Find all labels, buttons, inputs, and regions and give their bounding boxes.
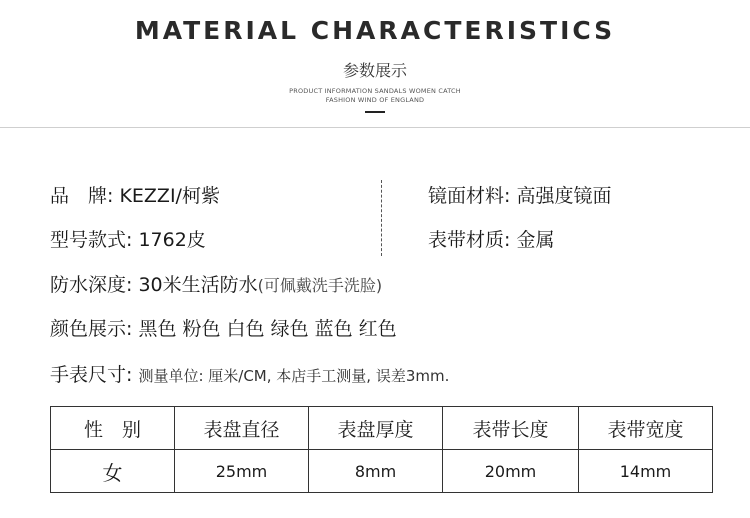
size-table [50, 406, 713, 493]
table-header-cell: 表带长度 [443, 407, 579, 450]
spec-strap-material-value: 金属 [516, 229, 555, 251]
spec-waterproof [50, 270, 382, 297]
spec-waterproof-note: (可佩戴洗手洗脸) [257, 276, 383, 295]
spec-mirror-value: 高强度镜面 [516, 185, 612, 207]
spec-waterproof-value: 30米生活防水 [138, 274, 258, 296]
spec-waterproof-label: 防水深度: [50, 274, 133, 296]
table-cell: 14mm [579, 450, 713, 493]
spec-model [50, 225, 206, 252]
column-divider [381, 180, 382, 256]
spec-colors-label: 颜色展示: [50, 318, 133, 340]
header-divider [0, 127, 750, 128]
tagline-line-2: FASHION WIND OF ENGLAND [325, 96, 425, 104]
spec-colors-value: 黑色 粉色 白色 绿色 蓝色 红色 [138, 318, 397, 340]
table-cell: 女 [51, 450, 175, 493]
spec-brand [50, 181, 220, 208]
spec-size-value: 测量单位: 厘米/CM, 本店手工测量, 误差3mm. [138, 367, 450, 385]
spec-strap-material [428, 225, 554, 252]
table-header-cell: 表盘直径 [175, 407, 309, 450]
spec-size [50, 360, 449, 387]
spec-mirror-label: 镜面材料: [428, 185, 511, 207]
spec-mirror [428, 181, 611, 208]
section-title: MATERIAL CHARACTERISTICS [134, 16, 616, 45]
table-row [51, 450, 713, 493]
section-subtitle: 参数展示 [342, 61, 407, 80]
spec-model-label: 型号款式: [50, 229, 133, 251]
title-underline [365, 111, 385, 113]
spec-colors [50, 314, 397, 341]
tagline-line-1: PRODUCT INFORMATION SANDALS WOMEN CATCH [289, 87, 461, 95]
table-header-cell: 性 别 [51, 407, 175, 450]
table-cell: 25mm [175, 450, 309, 493]
spec-size-label: 手表尺寸: [50, 364, 133, 386]
spec-model-value: 1762皮 [138, 229, 206, 251]
spec-brand-value: KEZZI/柯紫 [119, 185, 220, 207]
section-header [0, 0, 750, 128]
table-cell: 20mm [443, 450, 579, 493]
table-header-cell: 表带宽度 [579, 407, 713, 450]
table-header-row [51, 407, 713, 450]
table-header-cell: 表盘厚度 [309, 407, 443, 450]
spec-strap-material-label: 表带材质: [428, 229, 511, 251]
table-cell: 8mm [309, 450, 443, 493]
spec-brand-label: 品 牌: [50, 185, 114, 207]
